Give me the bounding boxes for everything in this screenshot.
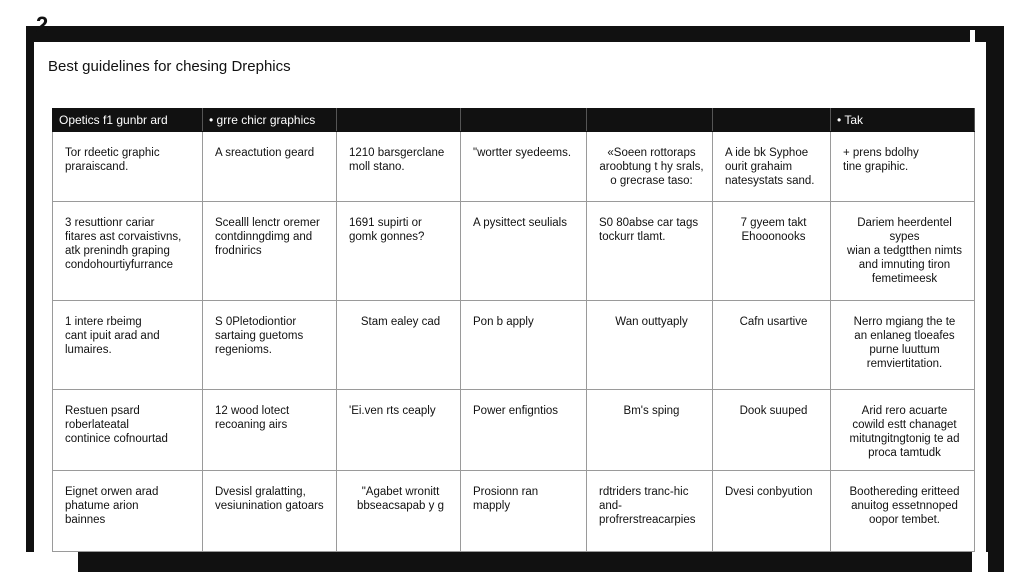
table-cell: Dvesi conbyution [713, 471, 831, 552]
table-cell: Nerro mgiang the te an enlaneg tloeafes purne luuttum remviertitation. [831, 301, 975, 390]
table-cell: A ide bk Syphoe ourit grahaim natesystats sand. [713, 132, 831, 202]
table-cell: Bm's sping [587, 390, 713, 471]
table-cell: Restuen psard roberlateatal continice cofnourtad [53, 390, 203, 471]
table-cell: + prens bdolhy tine grapihic. [831, 132, 975, 202]
table-row [53, 132, 975, 202]
table-row [53, 301, 975, 390]
table-cell: Prosionn ran mapply [461, 471, 587, 552]
table-cell: 7 gyeem takt Ehooonooks [713, 202, 831, 301]
table-cell: Eignet orwen arad phatume arion bainnes [53, 471, 203, 552]
table-cell: Dvesisl gralatting, vesiunination gatoars [203, 471, 337, 552]
corner-tick [970, 30, 975, 42]
table-cell: Tor rdeetic graphic praraiscand. [53, 132, 203, 202]
table-row [53, 202, 975, 301]
column-header [461, 109, 587, 132]
column-header: • Tak [831, 109, 975, 132]
table-row [53, 390, 975, 471]
table-cell: Scealll lenctr oremer contdinngdimg and frodnirics [203, 202, 337, 301]
right-edge-bar [988, 42, 998, 552]
table-cell: A sreactution geard [203, 132, 337, 202]
column-header [337, 109, 461, 132]
table-cell: S 0Pletodiontior sartaing guetoms regenioms. [203, 301, 337, 390]
table-cell: Dariem heerdentel sypes wian a tedgtthen nimts and imnuting tiron femetimeesk [831, 202, 975, 301]
column-header: Opetics f1 gunbr ard [53, 109, 203, 132]
table-cell: Boothereding eritteed anuitog essetnnoped oopor tembet. [831, 471, 975, 552]
table-cell: 'Ei.ven rts ceaply [337, 390, 461, 471]
guidelines-table [52, 108, 975, 552]
table-cell: S0 80abse car tags tockurr tlamt. [587, 202, 713, 301]
corner-mark: 2 [36, 12, 49, 37]
table-cell: Dook suuped [713, 390, 831, 471]
table-cell: rdtriders tranc-hic and- profrerstreacarpies [587, 471, 713, 552]
table-cell: 1691 supirti or gomk gonnes? [337, 202, 461, 301]
bottom-edge-bar [78, 552, 972, 568]
table-cell: 12 wood lotect recoaning airs [203, 390, 337, 471]
bottom-left-gap [26, 552, 78, 572]
table-cell: Power enfigntios [461, 390, 587, 471]
table-cell: 1 intere rbeimg cant ipuit arad and lumaires. [53, 301, 203, 390]
column-header: • grre chicr graphics [203, 109, 337, 132]
table-cell: 1210 barsgerclane moll stano. [337, 132, 461, 202]
column-header [713, 109, 831, 132]
table-cell: 3 resuttionr cariar fitares ast corvaistivns, atk prenindh graping condohourtiyfurrance [53, 202, 203, 301]
bottom-right-gap [972, 552, 988, 572]
table-cell: Wan outtyaply [587, 301, 713, 390]
table-cell: "wortter syedeems. [461, 132, 587, 202]
document-title: Best guidelines for chesing Drephics [48, 58, 291, 75]
table-cell: Stam ealey cad [337, 301, 461, 390]
column-header [587, 109, 713, 132]
table-cell: "Agabet wronitt bbseacsapab y g [337, 471, 461, 552]
table-cell: Arid rero acuarte cowild estt chanaget mitutngitngtonig te ad proca tamtudk [831, 390, 975, 471]
table-cell: «Soeen rottoraps aroobtung t hy srals, o grecrase taso: [587, 132, 713, 202]
table-header-row [53, 109, 975, 132]
table-cell: A pysittect seulials [461, 202, 587, 301]
table-cell: Pon b apply [461, 301, 587, 390]
table-cell: Cafn usartive [713, 301, 831, 390]
table-row [53, 471, 975, 552]
